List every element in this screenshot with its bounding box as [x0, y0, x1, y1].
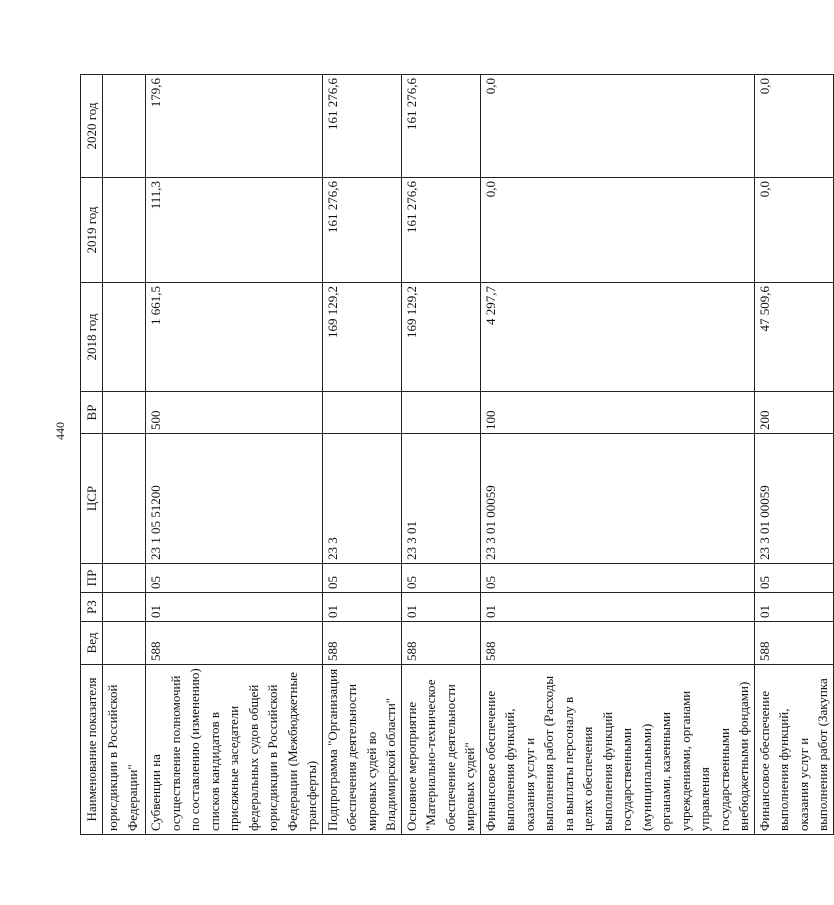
cell-pr: 05 — [480, 564, 754, 593]
cell-rz: 01 — [480, 593, 754, 622]
cell-2019: 161 276,6 — [322, 178, 401, 283]
cell-pr: 05 — [146, 564, 323, 593]
cell-2019: 161 276,6 — [401, 178, 480, 283]
cell-vr: 500 — [146, 392, 323, 434]
cell-2018: 169 129,2 — [401, 283, 480, 392]
header-2020: 2020 год — [81, 75, 103, 178]
cell-ved: 588 — [146, 622, 323, 665]
cell-name: Финансовое обеспечение выполнения функций, оказания услуг и выполнения работ (Расходы на выплаты персоналу в целях обеспечения выполнения функций государственными (муниципальными) органами, казенными учреждениями, органами управления государственными внебюджетными фондами) — [480, 665, 754, 835]
page-number: 440 — [53, 422, 67, 440]
header-csr: ЦСР — [81, 434, 103, 564]
cell-pr: 05 — [322, 564, 401, 593]
header-row — [81, 75, 103, 835]
rotated-table-container — [80, 75, 830, 835]
table-row — [480, 75, 754, 835]
cell-2019: 111,3 — [146, 178, 323, 283]
cell-csr: 23 3 01 00059 — [480, 434, 754, 564]
cell-ved: 588 — [754, 622, 833, 665]
cell-rz: 01 — [401, 593, 480, 622]
cell-2020: 161 276,6 — [322, 75, 401, 178]
table-row — [146, 75, 323, 835]
header-vr: ВР — [81, 392, 103, 434]
cell-rz: 01 — [146, 593, 323, 622]
cell-2018: 1 661,5 — [146, 283, 323, 392]
cell-2018: 47 509,6 — [754, 283, 833, 392]
cell-pr — [103, 564, 146, 593]
cell-rz: 01 — [754, 593, 833, 622]
cell-2020 — [103, 75, 146, 178]
cell-ved: 588 — [480, 622, 754, 665]
cell-ved: 588 — [322, 622, 401, 665]
cell-rz: 01 — [322, 593, 401, 622]
cell-2019: 0,0 — [480, 178, 754, 283]
cell-vr — [103, 392, 146, 434]
cell-vr: 200 — [754, 392, 833, 434]
cell-2020: 179,6 — [146, 75, 323, 178]
cell-rz — [103, 593, 146, 622]
cell-vr — [401, 392, 480, 434]
header-name: Наименование показателя — [81, 665, 103, 835]
cell-2018: 4 297,7 — [480, 283, 754, 392]
cell-2018: 169 129,2 — [322, 283, 401, 392]
cell-pr: 05 — [401, 564, 480, 593]
cell-csr — [103, 434, 146, 564]
table-row — [401, 75, 480, 835]
cell-csr: 23 3 01 — [401, 434, 480, 564]
budget-table — [80, 74, 834, 835]
table-row — [754, 75, 833, 835]
cell-2020: 161 276,6 — [401, 75, 480, 178]
cell-2018 — [103, 283, 146, 392]
cell-csr: 23 1 05 51200 — [146, 434, 323, 564]
cell-name: юрисдикции в Российской Федерации" — [103, 665, 146, 835]
cell-csr: 23 3 — [322, 434, 401, 564]
cell-2020: 0,0 — [480, 75, 754, 178]
header-2019: 2019 год — [81, 178, 103, 283]
header-rz: РЗ — [81, 593, 103, 622]
cell-name: Основное мероприятие "Материально-техническое обеспечение деятельности мировых судей" — [401, 665, 480, 835]
cell-ved: 588 — [401, 622, 480, 665]
cell-ved — [103, 622, 146, 665]
cell-2019 — [103, 178, 146, 283]
cell-pr: 05 — [754, 564, 833, 593]
cell-name: Финансовое обеспечение выполнения функций, оказания услуг и выполнения работ (Закупка — [754, 665, 833, 835]
cell-csr: 23 3 01 00059 — [754, 434, 833, 564]
table-row — [103, 75, 146, 835]
cell-vr — [322, 392, 401, 434]
header-pr: ПР — [81, 564, 103, 593]
cell-vr: 100 — [480, 392, 754, 434]
cell-name: Подпрограмма "Организация обеспечения деятельности мировых судей во Владимирской области" — [322, 665, 401, 835]
table-row — [322, 75, 401, 835]
header-2018: 2018 год — [81, 283, 103, 392]
cell-2020: 0,0 — [754, 75, 833, 178]
cell-name: Субвенции на осуществление полномочий по составлению (изменению) списков кандидатов в присяжные заседатели федеральных судов общей юрисдикции в Российской Федерации (Межбюджетные трансферты) — [146, 665, 323, 835]
cell-2019: 0,0 — [754, 178, 833, 283]
header-ved: Вед — [81, 622, 103, 665]
